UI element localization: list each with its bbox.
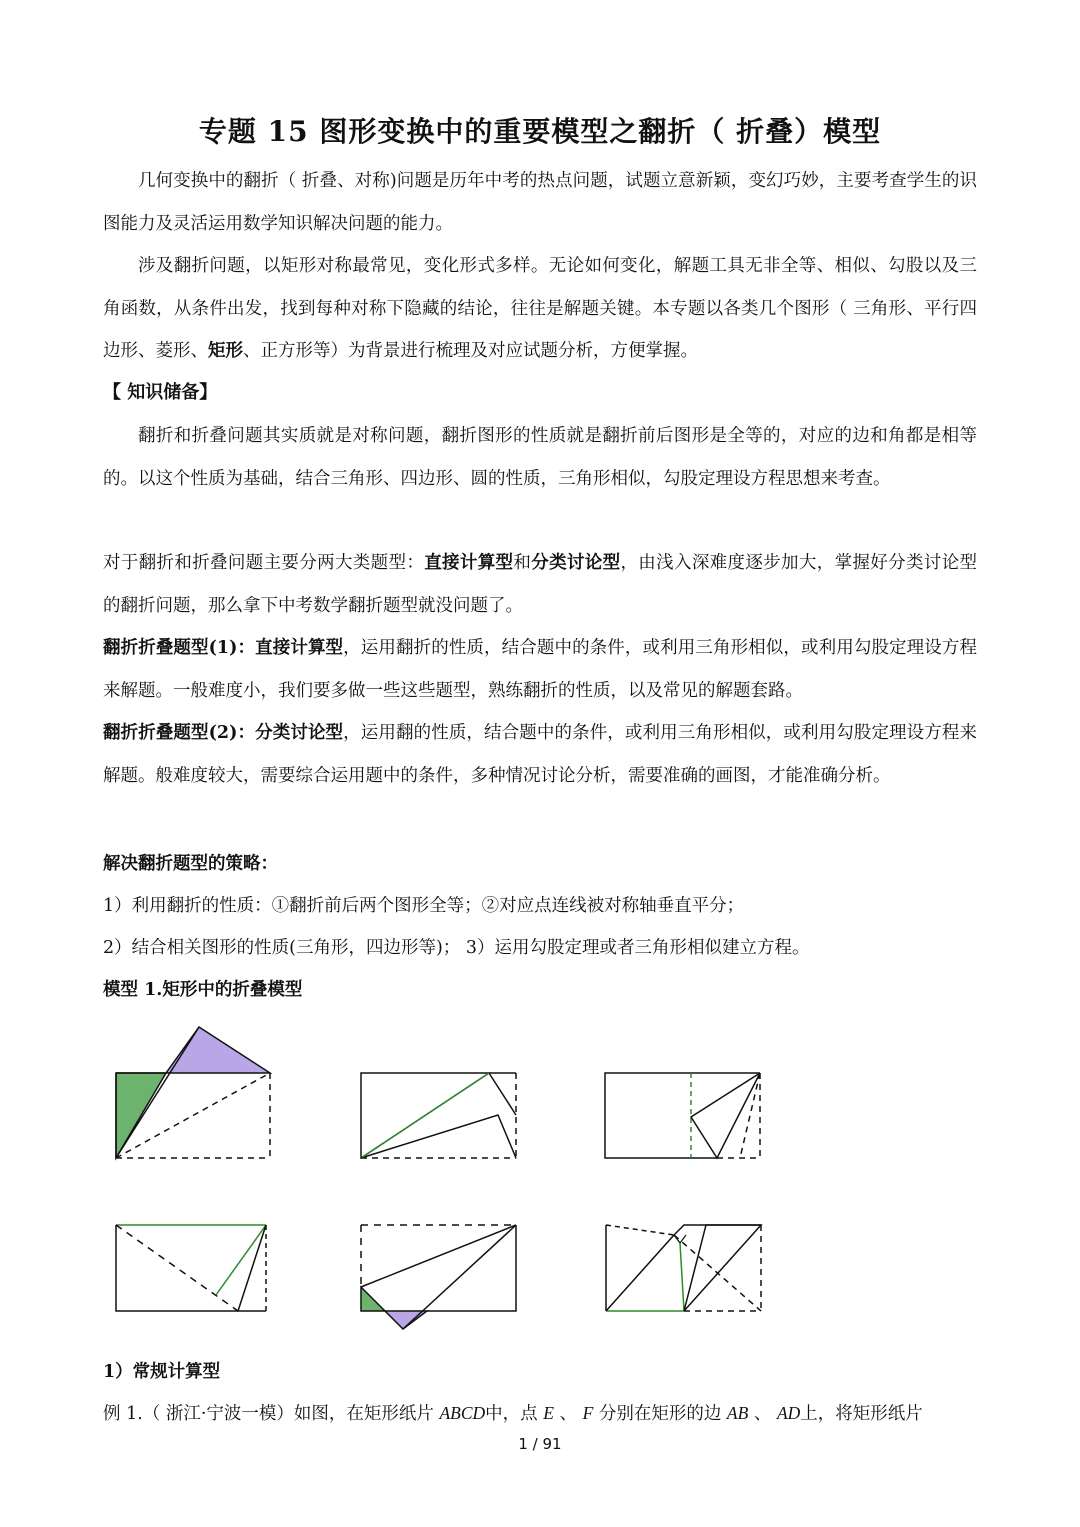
figure-5	[361, 1225, 516, 1329]
example-1-text	[103, 1400, 977, 1425]
knowledge-p2-mid: 和	[513, 553, 532, 573]
knowledge-p2-text-b: ，由浅入深难度逐步加大，掌握好分类讨论型的翻折问题，那么拿下中考数学翻折题型就没问题了。	[103, 553, 977, 616]
green-fold-corner	[361, 1287, 385, 1311]
figure-1	[116, 1027, 270, 1158]
knowledge-paragraph-2	[103, 542, 977, 627]
intro-paragraph-2	[103, 245, 977, 373]
example-text-f: 上，将矩形纸片	[800, 1404, 923, 1424]
type-2-text: ，运用翻的性质，结合题中的条件，或利用三角形相似，或利用勾股定理设方程来解题。般难度较大，需要综合运用题中的条件，多种情况讨论分析，需要准确的画图，才能准确分析。	[103, 723, 977, 786]
example-text-d: 分别在矩形的边	[593, 1404, 727, 1424]
type-1-text: ，运用翻折的性质，结合题中的条件，或利用三角形相似，或利用勾股定理设方程来解题。一般难度小，我们要多做一些这些题型，熟练翻折的性质，以及常见的解题套路。	[103, 638, 977, 701]
model-1-heading: 模型 1.矩形中的折叠模型	[103, 980, 303, 1000]
page-number: 1 / 91	[518, 1435, 562, 1453]
knowledge-p2-bold-1: 直接计算型	[424, 553, 514, 573]
type-1-label: 翻折折叠题型(1)：直接计算型	[103, 638, 344, 658]
section-1-heading: 1）常规计算型	[103, 1362, 221, 1382]
knowledge-paragraph-1: 翻折和折叠问题其实质就是对称问题，翻折图形的性质就是翻折前后图形是全等的，对应的边和角都是相等的。以这个性质为基础，结合三角形、四边形、圆的性质，三角形相似，勾股定理设方程思想来考查。	[103, 426, 977, 489]
var-ab: AB	[726, 1403, 749, 1423]
example-text-a: 例 1.（ 浙江·宁波一模）如图，在矩形纸片	[103, 1404, 440, 1424]
type-2-paragraph	[103, 712, 977, 797]
type-1-paragraph	[103, 627, 977, 712]
var-f: F	[582, 1403, 594, 1423]
var-e: E	[543, 1403, 554, 1423]
strategy-line-1: 1）利用翻折的性质：①翻折前后两个图形全等；②对应点连线被对称轴垂直平分；	[103, 896, 745, 916]
purple-fold-region	[166, 1027, 270, 1073]
figure-2	[361, 1073, 516, 1158]
knowledge-p2-bold-2: 分类讨论型	[531, 553, 621, 573]
intro-p2-text-a: 涉及翻折问题，以矩形对称最常见，变化形式多样。无论如何变化，解题工具无非全等、相似、勾股以及三角函数，从条件出发，找到每种对称下隐藏的结论，往往是解题关键。本专题以各类几个图形（ 三角形、平行四边形、菱形、	[103, 256, 977, 361]
figure-3	[605, 1073, 760, 1158]
example-text-c: 、	[553, 1404, 583, 1424]
intro-p2-text-b: 、正方形等）为背景进行梳理及对应试题分析，方便掌握。	[243, 341, 698, 361]
knowledge-p2-text-a: 对于翻折和折叠问题主要分两大类题型：	[103, 553, 425, 573]
var-abcd: ABCD	[439, 1403, 486, 1423]
type-2-label: 翻折折叠题型(2)：分类讨论型	[103, 723, 344, 743]
strategy-line-2: 2）结合相关图形的性质(三角形，四边形等)； 3）运用勾股定理或者三角形相似建立方程。	[103, 938, 810, 958]
folding-model-figures	[100, 1015, 780, 1335]
example-text-e: 、	[748, 1404, 777, 1424]
figure-4	[116, 1225, 266, 1311]
intro-paragraph-1: 几何变换中的翻折（ 折叠、对称)问题是历年中考的热点问题，试题立意新颖，变幻巧妙，主要考查学生的识图能力及灵活运用数学知识解决问题的能力。	[103, 171, 977, 234]
figure-6	[606, 1225, 761, 1311]
var-ad: AD	[776, 1403, 801, 1423]
knowledge-heading: 【 知识储备】	[103, 382, 218, 403]
page-title: 专题 15 图形变换中的重要模型之翻折（ 折叠）模型	[198, 115, 882, 148]
strategy-heading: 解决翻折题型的策略：	[103, 854, 278, 874]
example-text-b: 中，点	[485, 1404, 544, 1424]
intro-p2-bold: 矩形	[208, 341, 243, 361]
